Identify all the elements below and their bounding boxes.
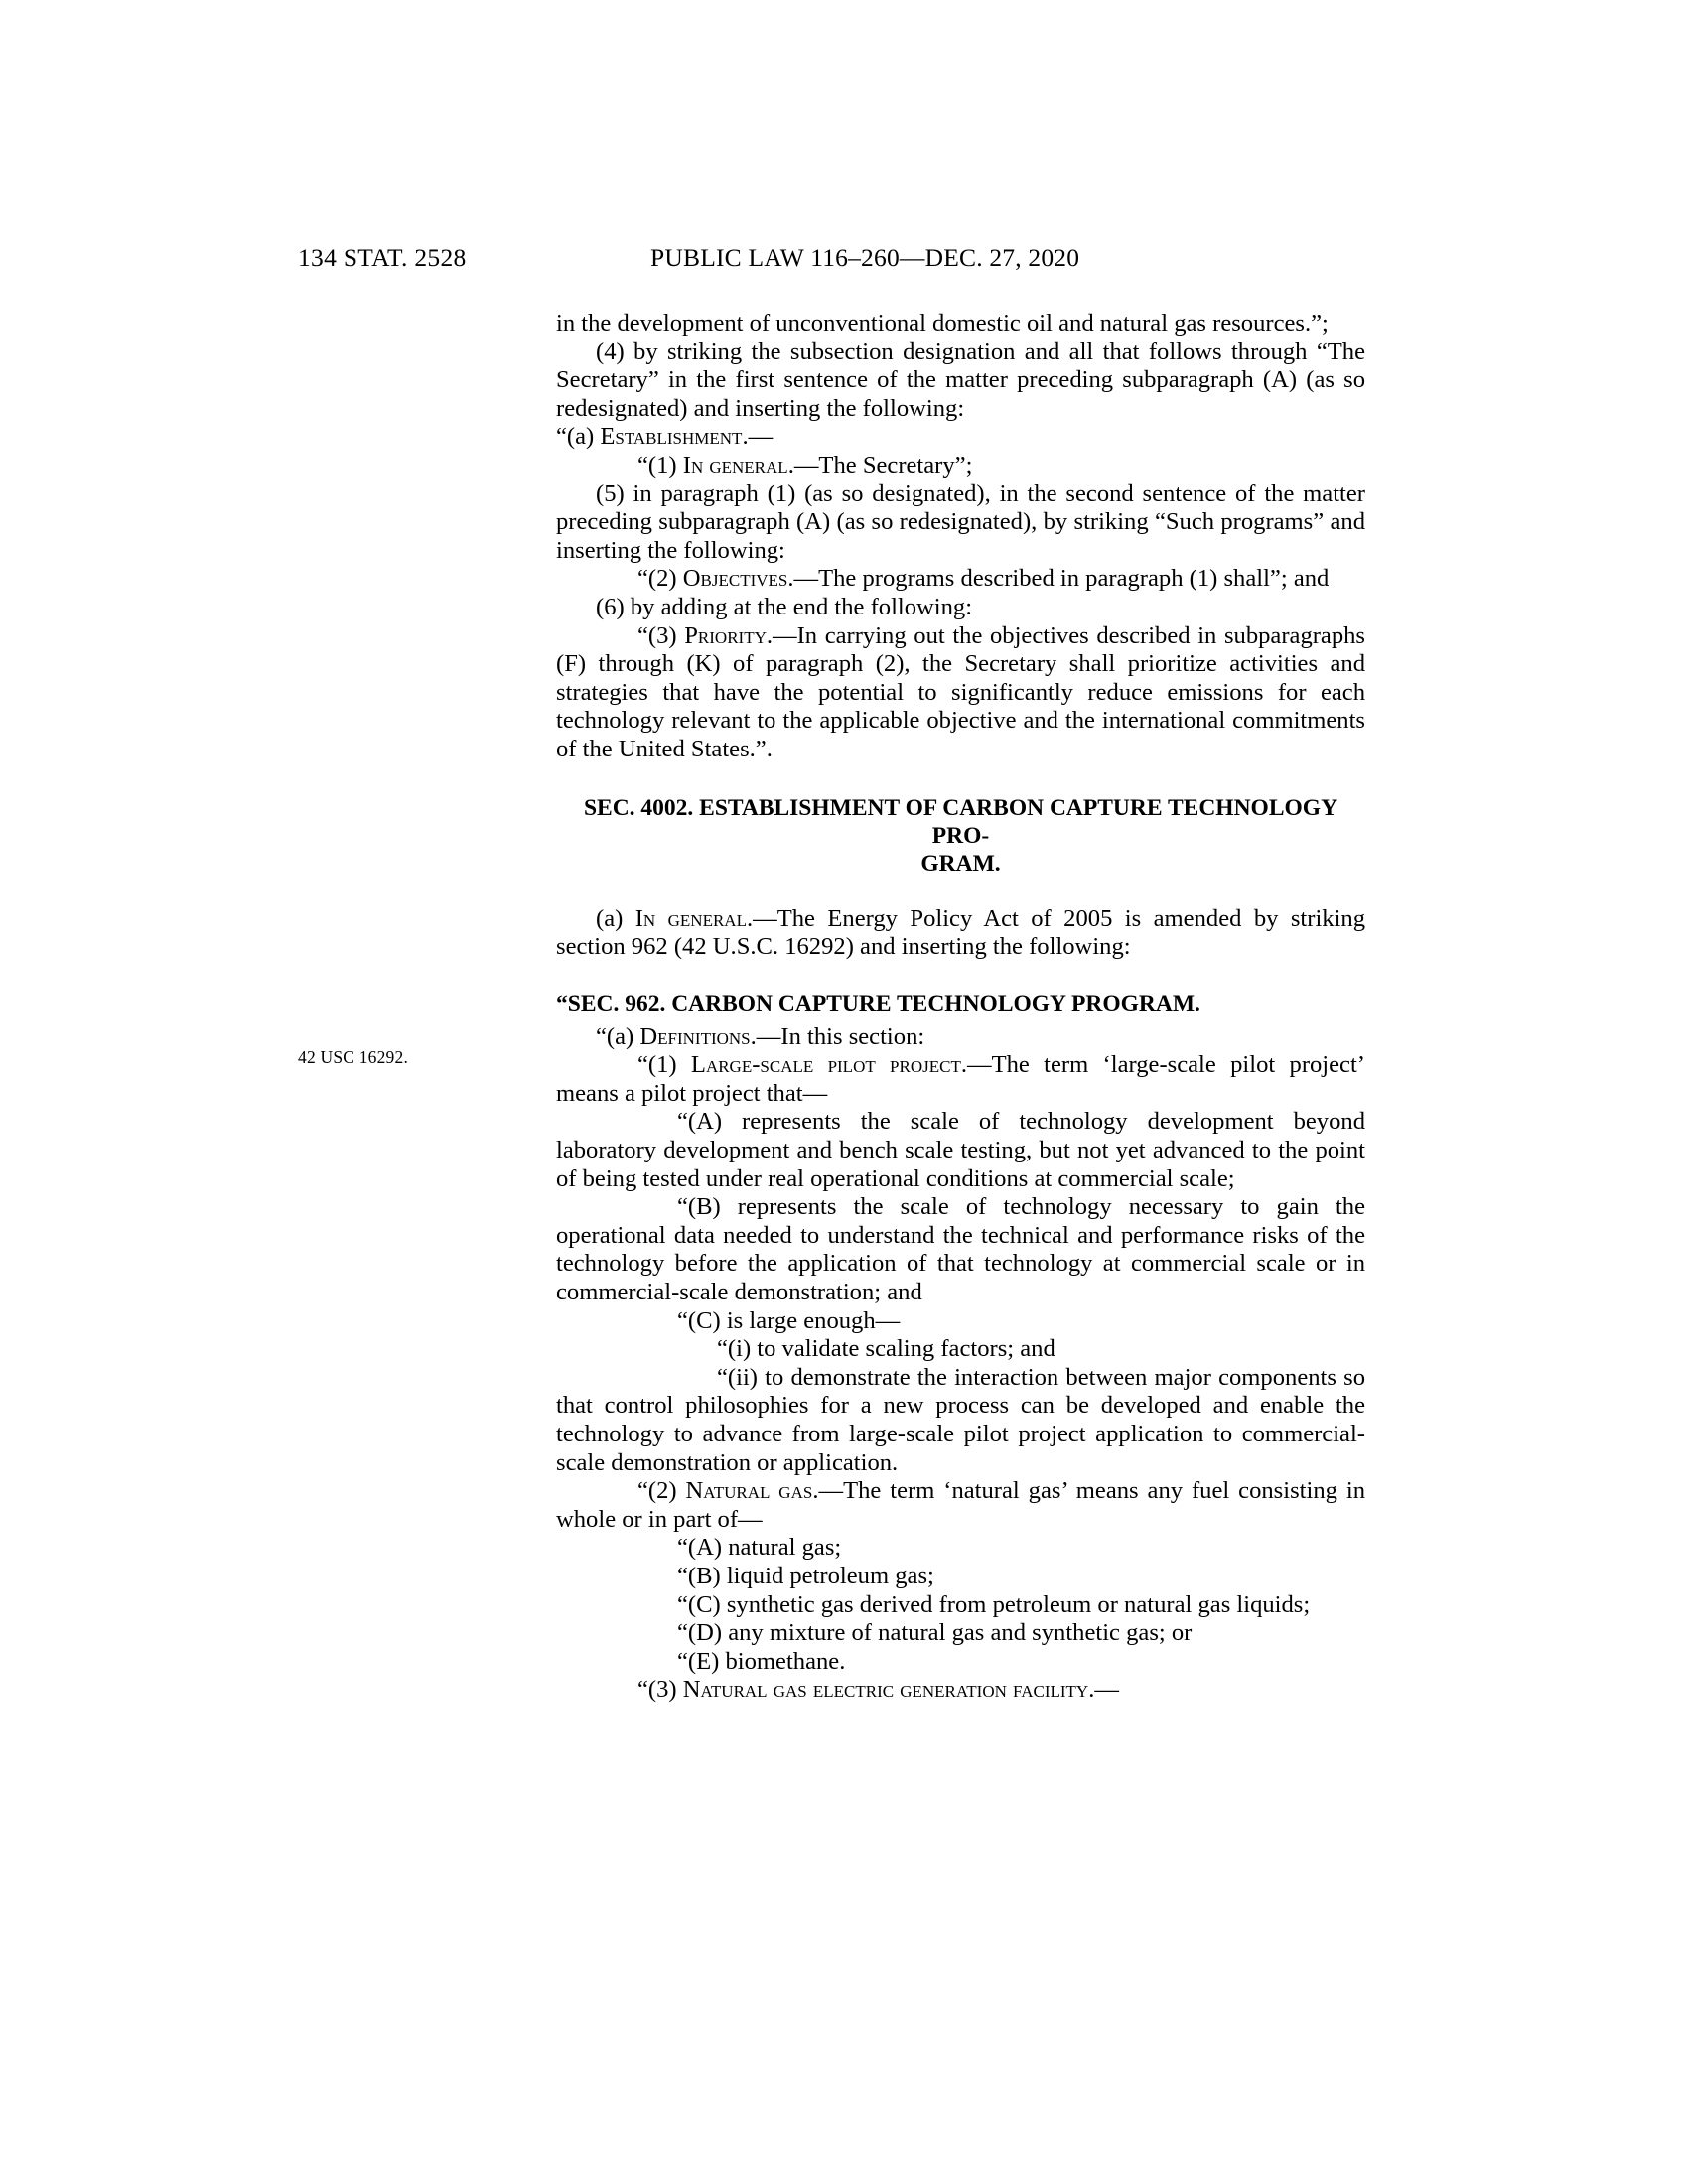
section-heading-line-1: SEC. 4002. ESTABLISHMENT OF CARBON CAPTURE TECHNOLOGY PRO- [583, 794, 1338, 849]
paragraph-ng-subpara-a: “(A) natural gas; [677, 1534, 842, 1562]
paragraph-natural-gas: “(2) Natural gas.—The term ‘natural gas’ means any fuel consisting in whole or in part of— [556, 1477, 1365, 1533]
paragraph-ng-subpara-d: “(D) any mixture of natural gas and synthetic gas; or [677, 1619, 1193, 1647]
paragraph-in-general-a: (a) In general.—The Energy Policy Act of 2005 is amended by striking section 962 (42 U.S.C. 16292) and inserting the following: [556, 904, 1366, 961]
paragraph-in-general: “(1) In general.—The Secretary”; [637, 451, 973, 478]
paragraph-ng-subpara-b: “(B) liquid petroleum gas; [677, 1562, 934, 1589]
paragraph-definitions: “(a) Definitions.—In this section: [596, 1023, 925, 1050]
margin-note-usc-reference: 42 USC 16292. [298, 1047, 409, 1067]
running-head: PUBLIC LAW 116–260—DEC. 27, 2020 [650, 243, 1080, 272]
paragraph-clause-i: “(i) to validate scaling factors; and [717, 1335, 1055, 1363]
paragraph-natural-gas-facility: “(3) Natural gas electric generation facility.— [637, 1676, 1119, 1704]
paragraph-subpara-b: “(B) represents the scale of technology necessary to gain the operational data needed to understand the technical and performance risks of the technology before the application of that technology at commercial scale or in commercial-scale demonstration; and [556, 1193, 1365, 1306]
paragraph-establishment-heading: “(a) Establishment.— [556, 423, 774, 451]
paragraph-continuation: in the development of unconventional domestic oil and natural gas resources.”; [556, 310, 1329, 337]
paragraph-clause-ii: “(ii) to demonstrate the interaction between major components so that control philosophies for a new process can be developed and enable the technology to advance from large-scale pilot project application to commercial-scale demonstration or application. [556, 1363, 1365, 1476]
paragraph-objectives: “(2) Objectives.—The programs described in paragraph (1) shall”; and [637, 565, 1330, 593]
paragraph-amendment-6: (6) by adding at the end the following: [596, 593, 973, 620]
section-heading-4002 [556, 794, 1365, 878]
statute-citation: 134 STAT. 2528 [298, 243, 467, 272]
paragraph-subpara-a: “(A) represents the scale of technology development beyond laboratory development and bench scale testing, but not yet advanced to the point of being tested under real operational conditions at commercial scale; [556, 1108, 1365, 1192]
paragraph-ng-subpara-c: “(C) synthetic gas derived from petroleum or natural gas liquids; [677, 1590, 1311, 1618]
paragraph-amendment-5: (5) in paragraph (1) (as so designated), in the second sentence of the matter preceding subparagraph (A) (as so redesignated), by striking “Such programs” and inserting the following: [556, 479, 1365, 564]
paragraph-priority: “(3) Priority.—In carrying out the objectives described in subparagraphs (F) through (K) of paragraph (2), the Secretary shall prioritize activities and strategies that have the potential to significantly reduce emissions for each technology relevant to the applicable objective and the international commitments of the United States.”. [556, 621, 1366, 762]
paragraph-large-scale-pilot-project: “(1) Large-scale pilot project.—The term ‘large-scale pilot project’ means a pilot project that— [556, 1051, 1365, 1107]
paragraph-subpara-c: “(C) is large enough— [677, 1306, 901, 1334]
paragraph-ng-subpara-e: “(E) biomethane. [677, 1647, 846, 1675]
quoted-section-heading-962: “SEC. 962. CARBON CAPTURE TECHNOLOGY PROGRAM. [556, 990, 1200, 1017]
section-heading-line-2: GRAM. [920, 850, 1001, 877]
document-body [556, 310, 1365, 1705]
page-header [0, 243, 1688, 275]
paragraph-amendment-4: (4) by striking the subsection designation and all that follows through “The Secretary” in the first sentence of the matter preceding subparagraph (A) (as so redesignated) and inserting the following: [556, 338, 1365, 422]
